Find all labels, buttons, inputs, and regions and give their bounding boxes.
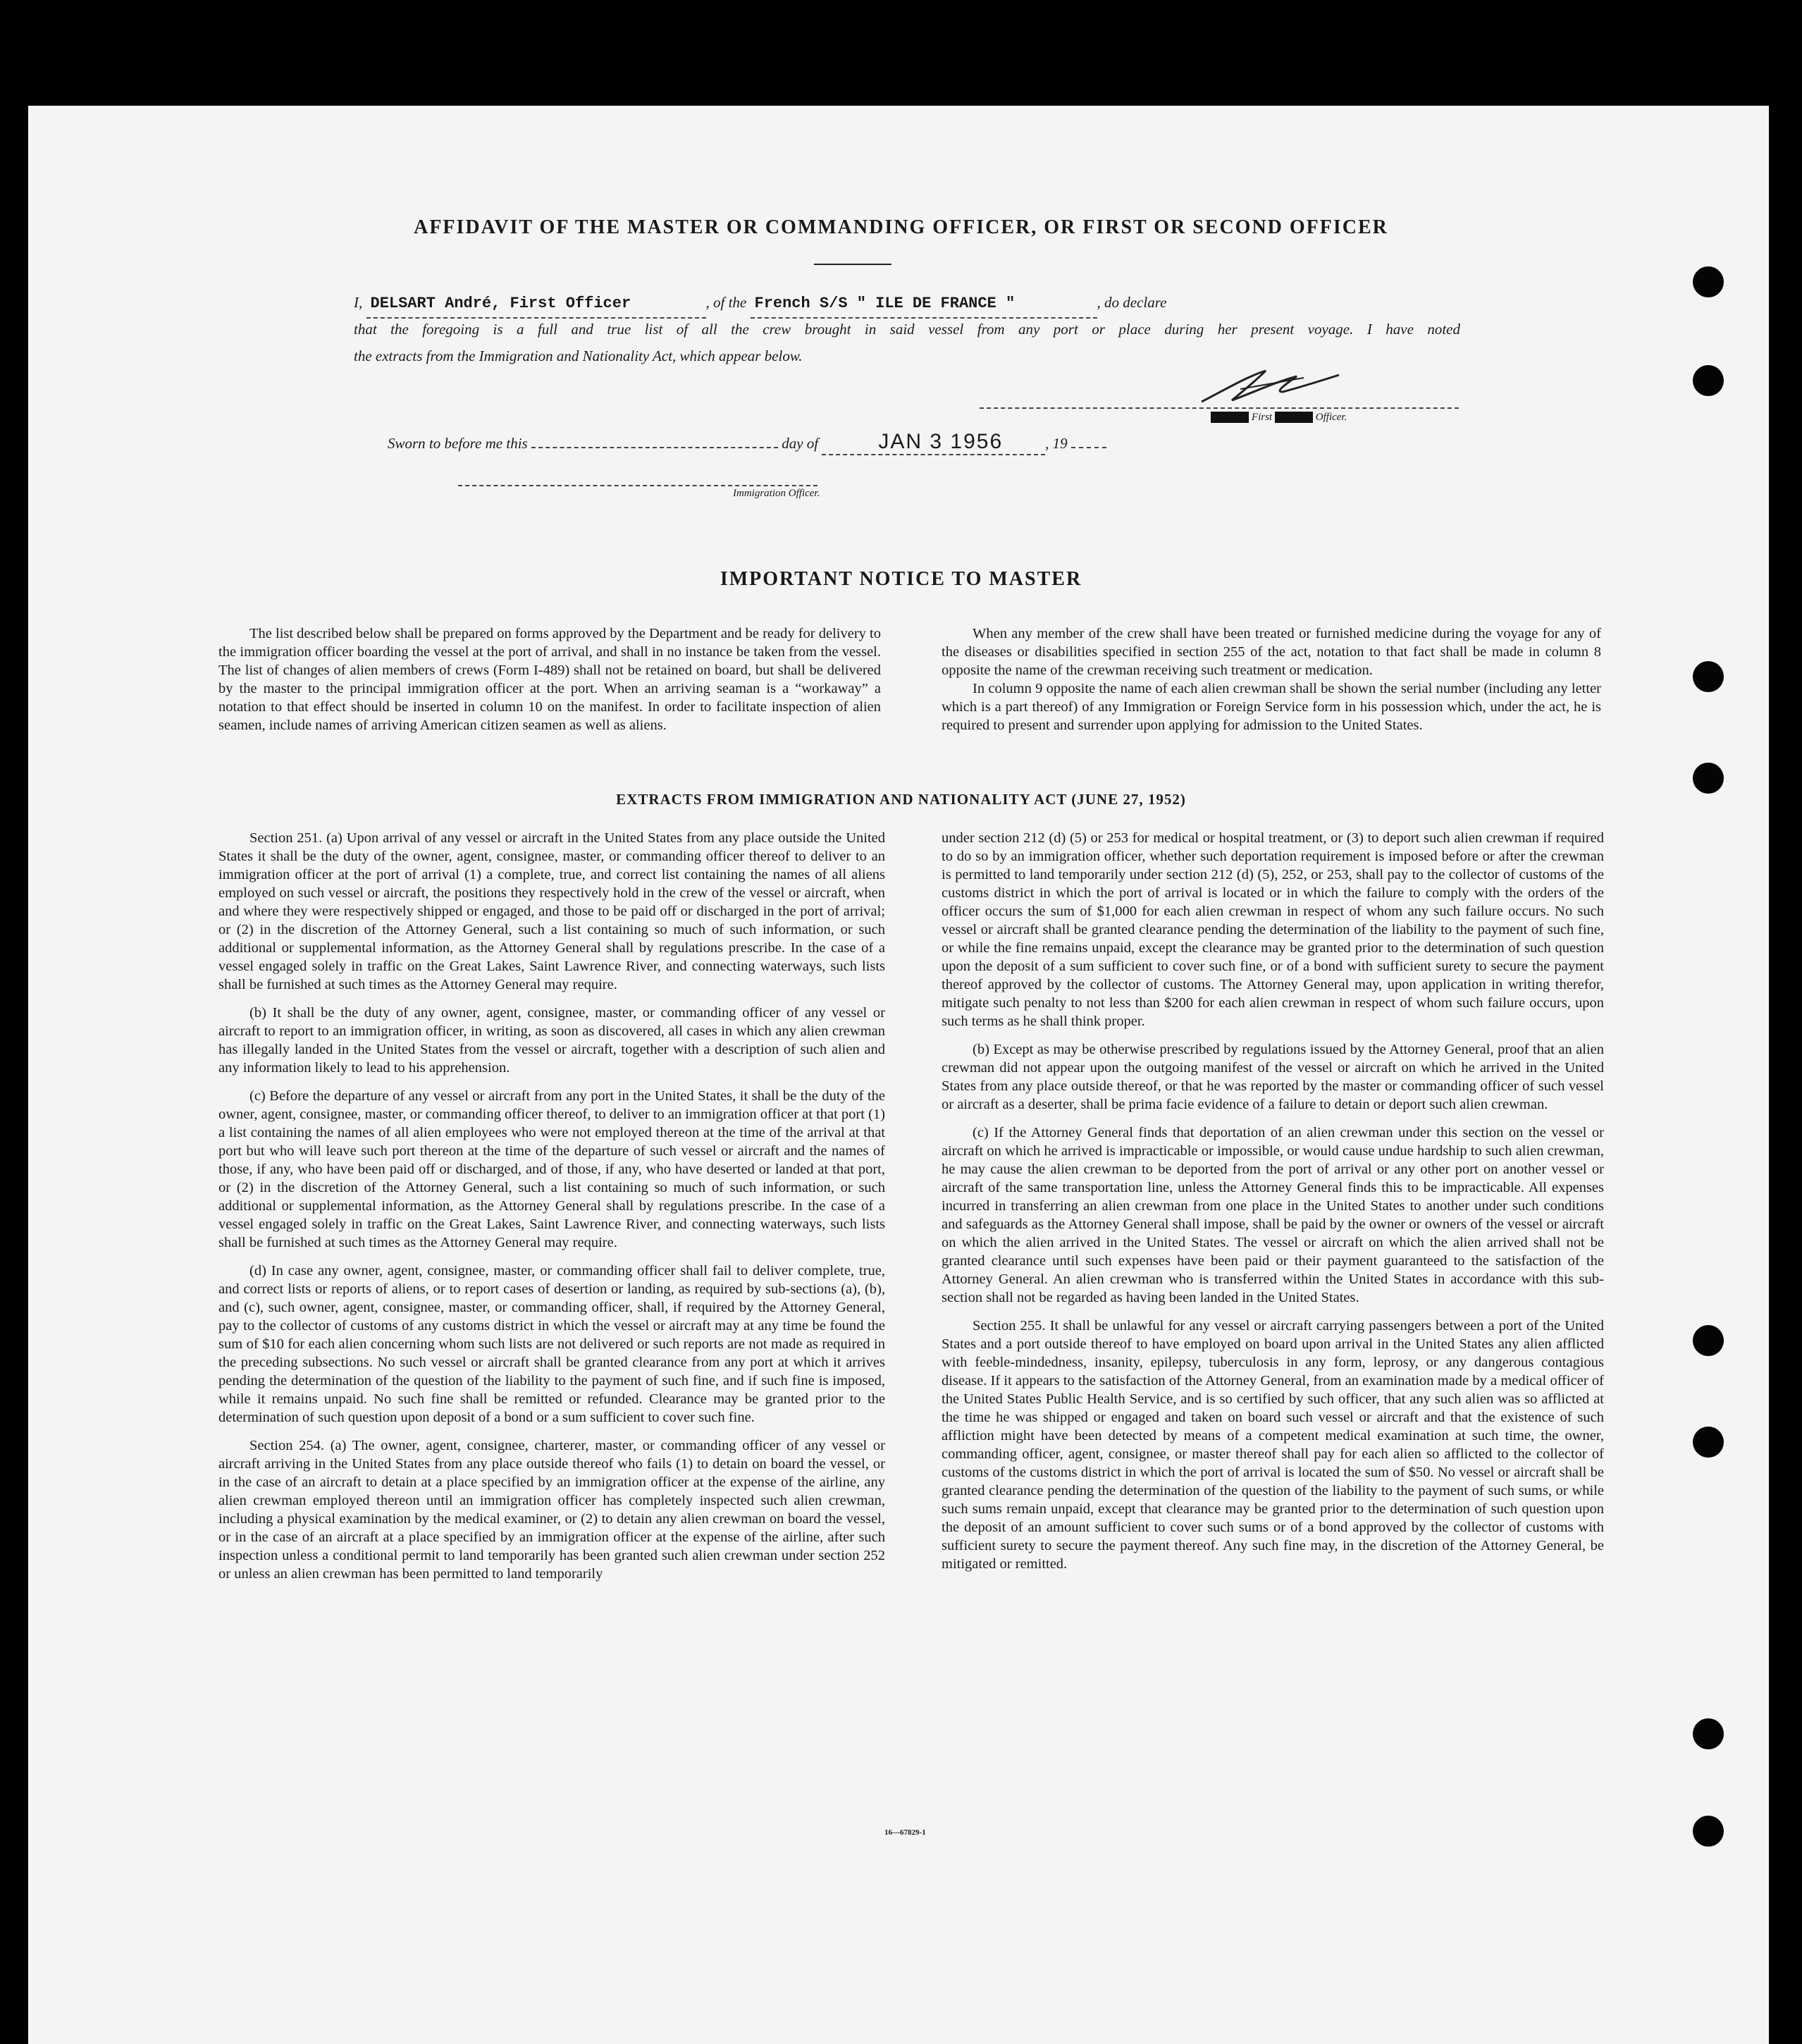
declaration-line-3: the extracts from the Immigration and Nationality Act, which appear below.: [354, 347, 803, 364]
act-section-paragraph: Section 255. It shall be unlawful for any vessel or aircraft carrying passengers between a port of the United States and a port outside thereof to have employed on board upon arrival in the United States any alien afflicted with feeble-mindedness, insanity, epilepsy, tuberculosis in any form, leprosy, or any dangerous contagious disease. If it appears to the satisfaction of the Attorney General, from an examination made by a medical officer of the United States Public Health Service, and is so certified by such officer, that any such alien was so afflicted at the time he was shipped or engaged and taken on board such vessel or aircraft and that the existence of such affliction might have been detected by means of a competent medical examination at such time, the owner, commanding officer, agent, consignee, or master thereof shall pay for each alien so afflicted to the collector of customs of the customs district in which the port of arrival is located the sum of $50. No vessel or aircraft shall be granted clearance pending the determination of the question of the liability to the payment of such sums, or while such sums remain unpaid, except that clearance may be granted prior to the determination of such question upon the deposit of an amount sufficient to cover such sums or of a bond approved by the collector of customs with sufficient surety to secure the payment thereof. Any such fine may, in the discretion of the Attorney General, be mitigated or remitted.: [942, 1318, 1604, 1572]
vessel-name-field[interactable]: French S/S " ILE DE FRANCE ": [751, 290, 1097, 319]
affidavit-title: AFFIDAVIT OF THE MASTER OR COMMANDING OFFICER, OR FIRST OR SECOND OFFICER: [414, 216, 1388, 238]
immigration-officer-signature-line[interactable]: [458, 485, 817, 486]
punch-hole: [1693, 661, 1724, 692]
notice-title: IMPORTANT NOTICE TO MASTER: [720, 568, 1082, 590]
punch-hole: [1693, 266, 1724, 297]
punch-hole: [1693, 1718, 1724, 1749]
day-of-label: day of: [782, 435, 819, 452]
act-section-paragraph: under section 212 (d) (5) or 253 for medical or hospital treatment, or (3) to deport such alien crewman if required to do so by an immigration officer, whether such deportation requirement is imposed before or after the crewman is permitted to land temporarily under section 212 (d) (5), 252, or 253, shall pay to the collector of customs of the customs district in which the port of arrival is located or in which the failure to comply with the orders of the officer occurs the sum of $1,000 for each alien crewman in respect of whom any such failure occurs. No such vessel or aircraft shall be granted clearance pending the determination of the liability to the payment of such fine, or while the fine remains unpaid, except the clearance may be granted prior to the determination of such question upon the deposit of a sum sufficient to cover such fine, or of a bond with sufficient surety to secure the payment thereof approved by the collector of customs. The Attorney General may, upon application in writing therefor, mitigate such penalty to not less than $200 for each alien crewman in respect of whom such failure occurs, upon such terms as he shall think proper.: [942, 830, 1604, 1029]
label-of-the: , of the: [705, 294, 747, 311]
punch-hole: [1693, 1325, 1724, 1356]
punch-hole: [1693, 1816, 1724, 1847]
punch-hole: [1693, 365, 1724, 396]
notice-paragraph: When any member of the crew shall have been treated or furnished medicine during the voyage for any of the diseases or disabilities specified in section 255 of the act, notation to that fact shall be made in column 8 opposite the name of the crewman receiving such treatment or medication.: [942, 626, 1601, 678]
notice-paragraph: The list described below shall be prepared on forms approved by the Department and be ready for delivery to the immigration officer boarding the vessel at the port of arrival, and shall in no instance be taken from the vessel. The list of changes of alien members of crews (Form I-489) shall not be retained on board, but shall be delivered by the master to the principal immigration officer at the port. When an arriving seaman is a “workaway” a notation to that effect should be inserted in column 10 on the manifest. In order to facilitate inspection of alien seamen, include names of arriving American citizen seamen as well as aliens.: [218, 626, 881, 733]
extracts-left-column: [218, 829, 885, 1583]
act-section-paragraph: (b) Except as may be otherwise prescribed by regulations issued by the Attorney General, proof that an alien crewman did not appear upon the outgoing manifest of the vessel or aircraft on which he arrived in the United States from any place outside thereof, or that he was reported by the master or commanding officer of such vessel or aircraft as a deserter, shall be prima facie evidence of a failure to detain or deport such alien crewman.: [942, 1042, 1604, 1112]
immigration-officer-caption: Immigration Officer.: [733, 488, 820, 499]
notice-right-column: [942, 624, 1601, 734]
struck-word: XXXXX: [1274, 412, 1314, 423]
punch-hole: [1693, 1427, 1724, 1458]
act-section-paragraph: (c) If the Attorney General finds that deportation of an alien crewman under this section on the vessel or aircraft on which he arrived is impracticable or impossible, or would cause undue hardship to such alien crewman, he may cause the alien crewman to be deported from the port of arrival or any other port on another vessel or aircraft of the same transportation line, unless the Attorney General finds this to be impracticable. All expenses incurred in transferring an alien crewman from one place in the United States to another under such conditions and safeguards as the Attorney General shall impose, shall be paid by the owner or owners of the vessel or aircraft on which the alien arrived in the United States. The vessel or aircraft on which the alien arrived shall not be granted clearance until such expenses have been paid or their payment guaranteed to the satisfaction of the Attorney General. An alien crewman who is transferred within the United States in accordance with this sub-section shall not be regarded as having been landed in the United States.: [942, 1125, 1604, 1305]
extracts-title: EXTRACTS FROM IMMIGRATION AND NATIONALITY ACT (JUNE 27, 1952): [616, 791, 1186, 808]
declaration-line-1: [354, 289, 1460, 316]
year-field[interactable]: [1071, 434, 1106, 448]
punch-hole: [1693, 763, 1724, 794]
officer-signature: [1198, 361, 1360, 410]
declaration-line-2: that the foregoing is a full and true list of all the crew brought in said vessel from any port or place during her present voyage. I have noted: [354, 321, 1460, 338]
officer-name-field[interactable]: DELSART André, First Officer: [366, 290, 706, 319]
signature-line: [980, 407, 1459, 409]
extracts-right-column: [942, 829, 1604, 1573]
declaration-block: [354, 289, 1460, 369]
act-section-paragraph: (d) In case any owner, agent, consignee, master, or commanding officer shall fail to deliver complete, true, and correct lists or reports of aliens, or to report cases of desertion or landing, as required by sub-sections (a), (b), and (c), such owner, agent, consignee, master, or commanding officer, shall, if required by the Attorney General, pay to the collector of customs of any customs district in which the vessel or aircraft may at any time be found the sum of $10 for each alien concerning whom such lists are not delivered or such reports are not made as required in the preceding subsections. No such vessel or aircraft shall be granted clearance from any port at which it arrives pending the determination of the question of the liability to the payment of such fine, and if such fine is imposed, while it remains unpaid. No such fine shall be remitted or refunded. Clearance may be granted prior to the determination of such question upon deposit of a bond or a sum sufficient to cover such fine.: [218, 1263, 885, 1425]
act-section-paragraph: (c) Before the departure of any vessel or aircraft from any port in the United States, it shall be the duty of the owner, agent, consignee, master, or commanding officer thereof, to deliver to an immigration officer at that port (1) a list containing the names of all alien employees who were not employed thereon at the time of the arrival at that port but who will leave such port thereon at the time of the departure of such vessel or aircraft and the names of those, if any, who have been paid off or discharged, and of those, if any, who have deserted or landed at that port, or (2) in the discretion of the Attorney General, such a list containing so much of such information, or such additional or supplemental information, as the Attorney General shall by regulations prescribe. In the case of a vessel engaged solely in traffic on the Great Lakes, Saint Lawrence River, and connecting waterways, such lists shall be furnished at such times as the Attorney General may require.: [218, 1088, 885, 1250]
form-number: 16—67829-1: [884, 1828, 926, 1837]
notice-left-column: [218, 624, 881, 734]
act-section-paragraph: Section 251. (a) Upon arrival of any vessel or aircraft in the United States from any place outside the United States it shall be the duty of the owner, agent, consignee, master, or commanding officer thereof to deliver to an immigration officer at the port of arrival (1) a complete, true, and correct list containing the names of all aliens employed on such vessel or aircraft, the positions they respectively hold in the crew of the vessel or aircraft, when and where they were respectively shipped or engaged, and those to be paid off or discharged in the port of arrival; or (2) in the discretion of the Attorney General, such a list containing so much of such information, or such additional or supplemental information, as the Attorney General shall by regulations prescribe. In the case of a vessel engaged solely in traffic on the Great Lakes, Saint Lawrence River, and connecting waterways, such lists shall be furnished at such times as the Attorney General may require.: [218, 830, 885, 992]
label-i: I,: [354, 294, 363, 311]
act-section-paragraph: (b) It shall be the duty of any owner, agent, consignee, master, or commanding officer of any vessel or aircraft to report to an immigration officer, in writing, as soon as discovered, all cases in which any alien crewman has illegally landed in the United States from the vessel or aircraft, together with a description of such alien and any information likely to lead to his apprehension.: [218, 1005, 885, 1076]
label-do-declare: , do declare: [1097, 294, 1167, 311]
signature-caption: XXXXX First XXXXX Officer.: [1211, 412, 1347, 423]
sworn-line: [388, 430, 1106, 455]
sworn-label: Sworn to before me this: [388, 435, 528, 452]
act-section-paragraph: Section 254. (a) The owner, agent, consignee, charterer, master, or commanding officer of any vessel or aircraft arriving in the United States from any place outside thereof who fails (1) to detain on board the vessel, or in the case of an aircraft to detain at a place specified by an immigration officer at the expense of the airline, any alien crewman employed thereon until an immigration officer has completely inspected such alien crewman, including a physical examination by the medical examiner, or (2) to detain any alien crewman on board the vessel, or in the case of an aircraft at a place specified by an immigration officer at the expense of the airline, after such inspection unless a conditional permit to land temporarily has been granted such alien crewman under section 252 or unless an alien crewman has been permitted to land temporarily: [218, 1438, 885, 1582]
year-label: , 19: [1045, 435, 1068, 452]
title-rule: [814, 264, 891, 265]
struck-word: XXXXX: [1211, 412, 1249, 423]
date-stamp: JAN 3 1956: [822, 430, 1045, 455]
notice-paragraph: In column 9 opposite the name of each alien crewman shall be shown the serial number (including any letter which is a part thereof) of any Immigration or Foreign Service form in his possession which, under the act, he is required to present and surrender upon applying for admission to the United States.: [942, 681, 1601, 733]
sworn-day-field[interactable]: [531, 434, 778, 448]
